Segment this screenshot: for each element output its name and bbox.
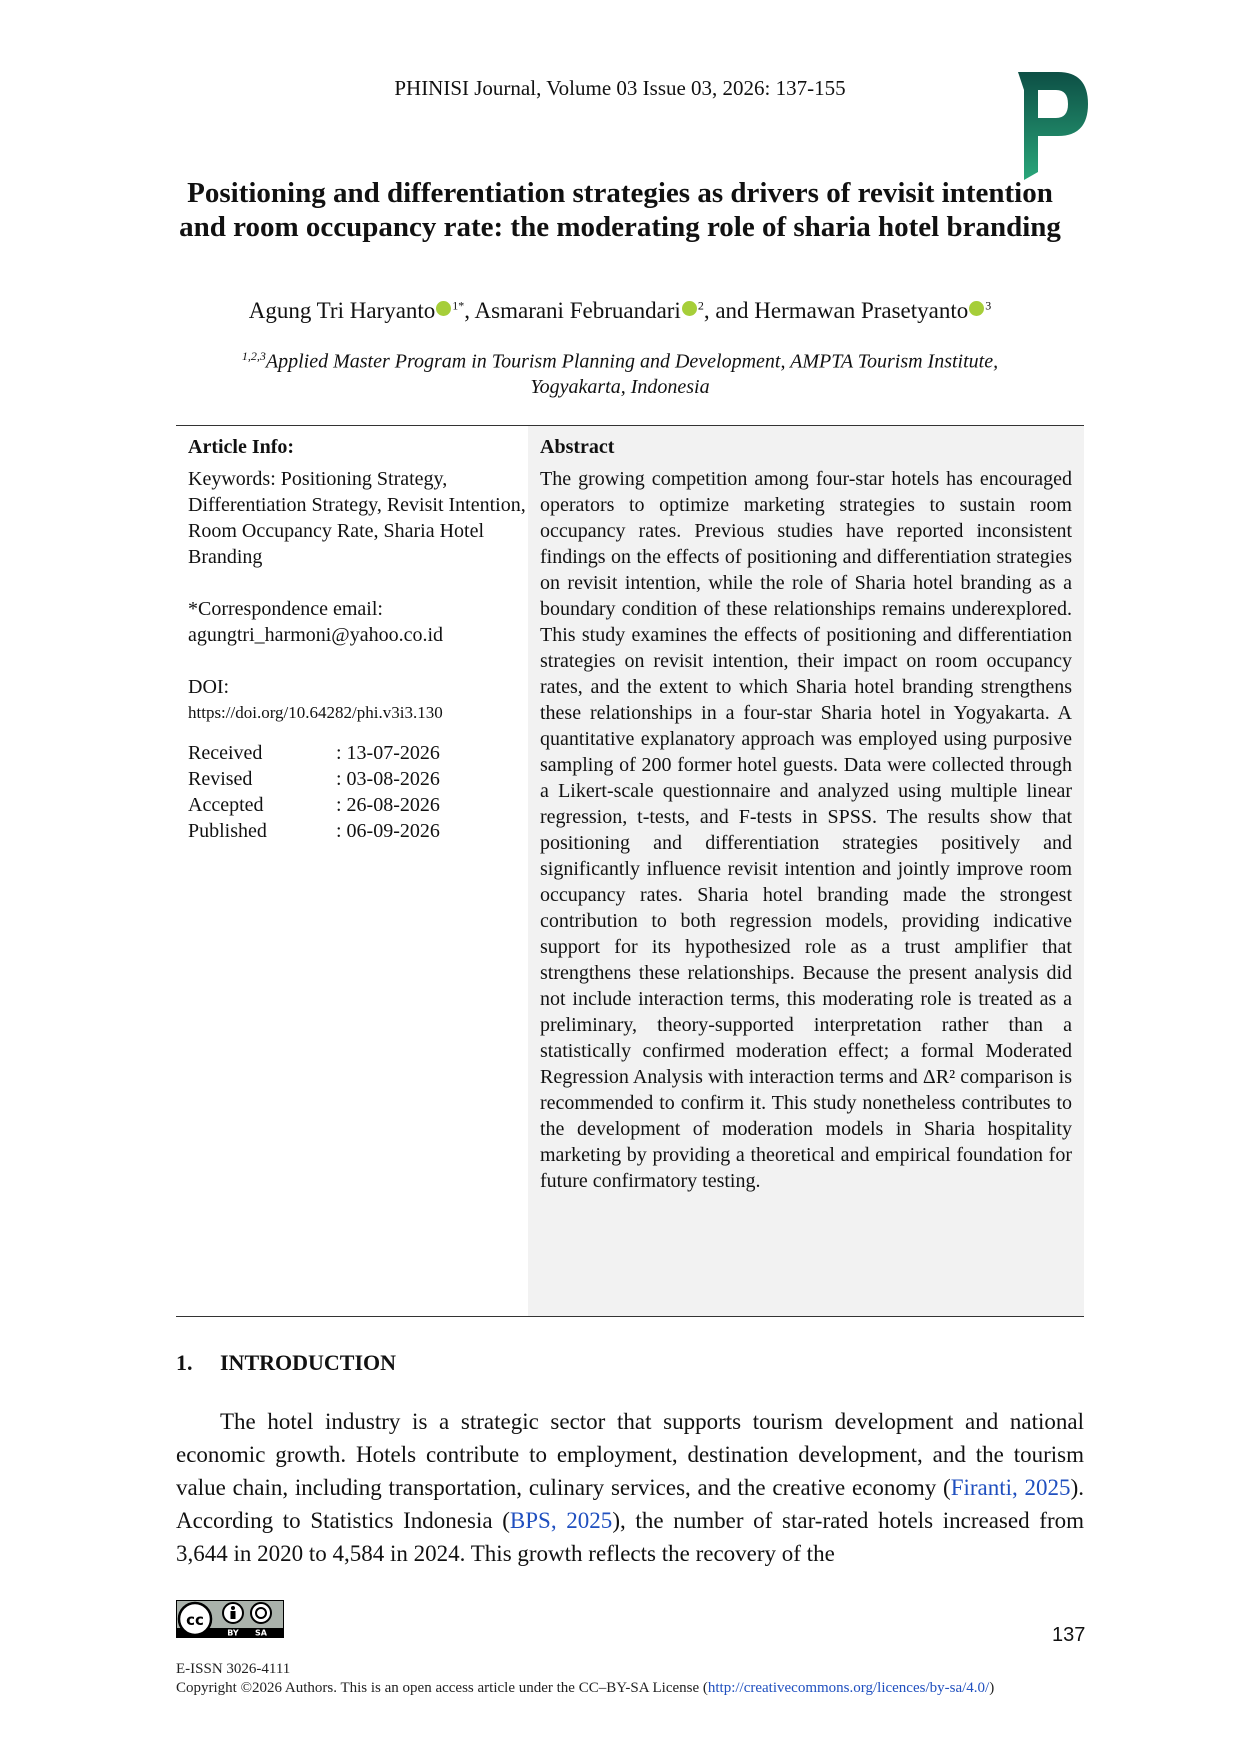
eissn: E-ISSN 3026-4111 bbox=[176, 1661, 291, 1677]
table-row bbox=[188, 792, 440, 818]
intro-text: ). According to Statistics Indonesia ( bbox=[176, 1475, 1084, 1533]
affiliation bbox=[200, 344, 1040, 400]
table-row bbox=[188, 818, 440, 844]
correspondence-label: *Correspondence email: bbox=[188, 598, 383, 620]
page-number: 137 bbox=[1052, 1624, 1086, 1646]
abstract-text: The growing competition among four-star hotels has encouraged operators to optimize marketing strategies to sustain room occupancy rates. Previous studies have reported inconsistent findings on the effects of positioning and differentiation strategies on revisit intention, while the role of Sharia hotel branding as a boundary condition of these relationships remains underexplored. This study examines the effects of positioning and differentiation strategies on revisit intention, their impact on room occupancy rates, and the extent to which Sharia hotel branding strengthens these relationships in a four-star Sharia hotel in Yogyakarta. A quantitative explanatory approach was employed using purposive sampling of 200 former hotel guests. Data were collected through a Likert-scale questionnaire and analyzed using multiple linear regression, t-tests, and F-tests in SPSS. The results show that positioning and differentiation strategies positively and significantly influence revisit intention and jointly improve room occupancy rates. Sharia hotel branding made the strongest contribution to both regression models, providing indicative support for its hypothesized role as a trust amplifier that strengthens these relationships. Because the present analysis did not include interaction terms, this moderating role is treated as a preliminary, theory-supported interpretation rather than a statistically confirmed moderation effect; a formal Moderated Regression Analysis with interaction terms and ΔR² comparison is recommended to confirm it. This study nonetheless contributes to the development of moderation models in Sharia hospitality marketing by providing a theoretical and empirical foundation for future confirmatory testing. bbox=[540, 468, 1072, 1192]
abstract-heading: Abstract bbox=[540, 436, 615, 458]
section-title: INTRODUCTION bbox=[220, 1350, 397, 1375]
running-head: PHINISI Journal, Volume 03 Issue 03, 2026: 137-155 bbox=[394, 76, 846, 100]
orcid-icon[interactable] bbox=[682, 301, 697, 316]
cc-sa-label: SA bbox=[255, 1628, 267, 1638]
doi-link[interactable]: https://doi.org/10.64282/phi.v3i3.130 bbox=[188, 703, 443, 722]
date-value: : 06-09-2026 bbox=[336, 820, 440, 842]
date-value: : 26-08-2026 bbox=[336, 794, 440, 816]
section-heading bbox=[176, 1350, 396, 1376]
citation-link[interactable]: BPS, 2025 bbox=[509, 1508, 613, 1533]
copyright-text: Copyright ©2026 Authors. This is an open access article under the CC–BY-SA License ( bbox=[176, 1680, 708, 1696]
copyright-line bbox=[176, 1679, 994, 1698]
author-mark: 2 bbox=[697, 298, 704, 313]
date-label: Accepted bbox=[188, 794, 264, 816]
affiliation-text: Applied Master Program in Tourism Planning and Development, AMPTA Tourism Institute, Yogyakarta, Indonesia bbox=[265, 350, 999, 398]
article-title: Positioning and differentiation strategies as drivers of revisit intention and room occupancy rate: the moderating role of sharia hotel branding bbox=[179, 177, 1061, 243]
cc-by-label: BY bbox=[227, 1628, 239, 1638]
correspondence-email[interactable]: agungtri_harmoni@yahoo.co.id bbox=[188, 624, 444, 646]
date-label: Published bbox=[188, 820, 267, 842]
author-mark: 3 bbox=[985, 298, 992, 313]
article-info-heading: Article Info: bbox=[188, 436, 295, 458]
date-label: Received bbox=[188, 742, 263, 764]
copyright-close: ) bbox=[989, 1680, 995, 1696]
journal-logo bbox=[1018, 72, 1090, 180]
table-row bbox=[188, 766, 440, 792]
orcid-icon[interactable] bbox=[436, 301, 451, 316]
table-row bbox=[188, 740, 440, 766]
author-separator: , and bbox=[703, 298, 755, 323]
author-name: Agung Tri Haryanto bbox=[248, 298, 436, 323]
date-label: Revised bbox=[188, 768, 253, 790]
footer bbox=[176, 1660, 994, 1698]
date-value: : 13-07-2026 bbox=[336, 742, 440, 764]
author-separator: , bbox=[464, 298, 475, 323]
author-mark: 1* bbox=[452, 298, 465, 313]
svg-text:cc: cc bbox=[186, 1611, 204, 1629]
citation-link[interactable]: Firanti, 2025 bbox=[950, 1475, 1071, 1500]
article-info-box bbox=[176, 425, 1084, 1317]
section-number: 1. bbox=[176, 1350, 193, 1375]
article-info-column bbox=[176, 426, 528, 1316]
doi-label: DOI: bbox=[188, 676, 230, 698]
intro-paragraph bbox=[176, 1405, 1084, 1570]
author-name: Asmarani Februandari bbox=[474, 298, 681, 323]
author-list bbox=[0, 298, 1240, 324]
dates-table bbox=[188, 740, 440, 844]
affiliation-marks: 1,2,3 bbox=[241, 349, 266, 363]
abstract-column bbox=[528, 426, 1084, 1316]
intro-text: The hotel industry is a strategic sector that supports tourism development and national economic growth. Hotels contribute to employment, destination development, and the tourism value chain, including transportation, culinary services, and the creative economy ( bbox=[176, 1409, 1084, 1500]
author-name: Hermawan Prasetyanto bbox=[754, 298, 969, 323]
date-value: : 03-08-2026 bbox=[336, 768, 440, 790]
license-link[interactable]: http://creativecommons.org/licences/by-sa/4.0/ bbox=[707, 1680, 990, 1696]
cc-by-sa-badge[interactable] bbox=[176, 1600, 284, 1638]
intro-text: ), the number of star-rated hotels increased from 3,644 in 2020 to 4,584 in 2024. This growth reflects the recovery of the bbox=[176, 1508, 1085, 1566]
orcid-icon[interactable] bbox=[969, 301, 984, 316]
keywords: Keywords: Positioning Strategy, Differentiation Strategy, Revisit Intention, Room Occupancy Rate, Sharia Hotel Branding bbox=[188, 468, 526, 568]
